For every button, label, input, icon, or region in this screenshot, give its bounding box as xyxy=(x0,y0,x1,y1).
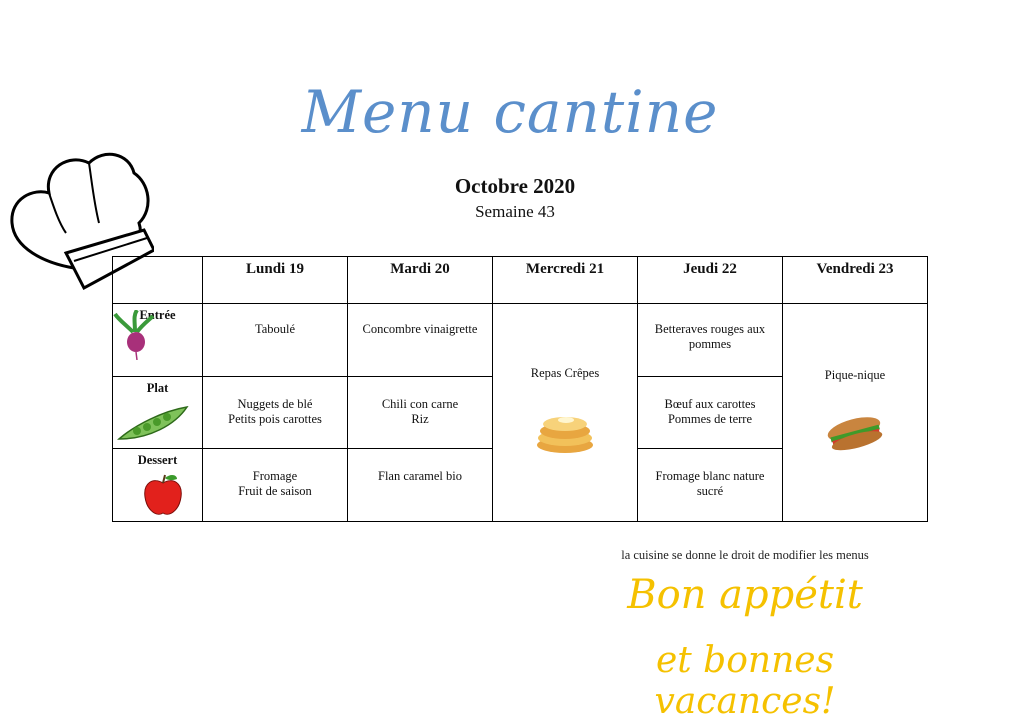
row-label-dessert xyxy=(113,449,203,522)
footer-holiday: et bonnes vacances! xyxy=(654,640,836,722)
menu-cell: Flan caramel bio xyxy=(348,449,493,522)
day-header: Jeudi 22 xyxy=(638,257,783,304)
course-label: Plat xyxy=(146,381,169,395)
menu-cell: Fromage blanc nature sucré xyxy=(638,449,783,522)
course-label: Dessert xyxy=(137,453,178,467)
disclaimer-note: la cuisine se donne le droit de modifier les menus xyxy=(621,548,869,562)
day-header: Lundi 19 xyxy=(203,257,348,304)
menu-cell: Taboulé xyxy=(203,304,348,377)
day-header: Mardi 20 xyxy=(348,257,493,304)
row-label-plat xyxy=(113,377,203,449)
course-label: Entrée xyxy=(139,308,176,322)
radish-icon xyxy=(113,310,157,360)
menu-table xyxy=(112,256,928,522)
menu-cell: Fromage Fruit de saison xyxy=(203,449,348,522)
day-header: Vendredi 23 xyxy=(783,257,928,304)
apple-icon xyxy=(143,473,183,517)
menu-cell: Bœuf aux carottes Pommes de terre xyxy=(638,377,783,449)
menu-cell: Chili con carne Riz xyxy=(348,377,493,449)
week-heading: Semaine 43 xyxy=(475,202,555,221)
menu-cell: Nuggets de blé Petits pois carottes xyxy=(203,377,348,449)
menu-cell-friday xyxy=(783,304,928,522)
menu-cell-wednesday xyxy=(493,304,638,522)
corner-cell xyxy=(113,257,203,304)
row-label-entree xyxy=(113,304,203,377)
page-title: Menu cantine xyxy=(301,78,719,146)
menu-cell: Concombre vinaigrette xyxy=(348,304,493,377)
friday-meal: Pique-nique xyxy=(824,368,886,382)
peas-icon xyxy=(115,403,191,443)
footer-greeting: Bon appétit xyxy=(627,572,863,618)
menu-cell: Betteraves rouges aux pommes xyxy=(638,304,783,377)
wednesday-meal: Repas Crêpes xyxy=(530,366,600,380)
sandwich-icon xyxy=(825,413,885,453)
crepes-icon xyxy=(533,405,597,455)
month-heading: Octobre 2020 xyxy=(454,174,576,198)
day-header: Mercredi 21 xyxy=(493,257,638,304)
